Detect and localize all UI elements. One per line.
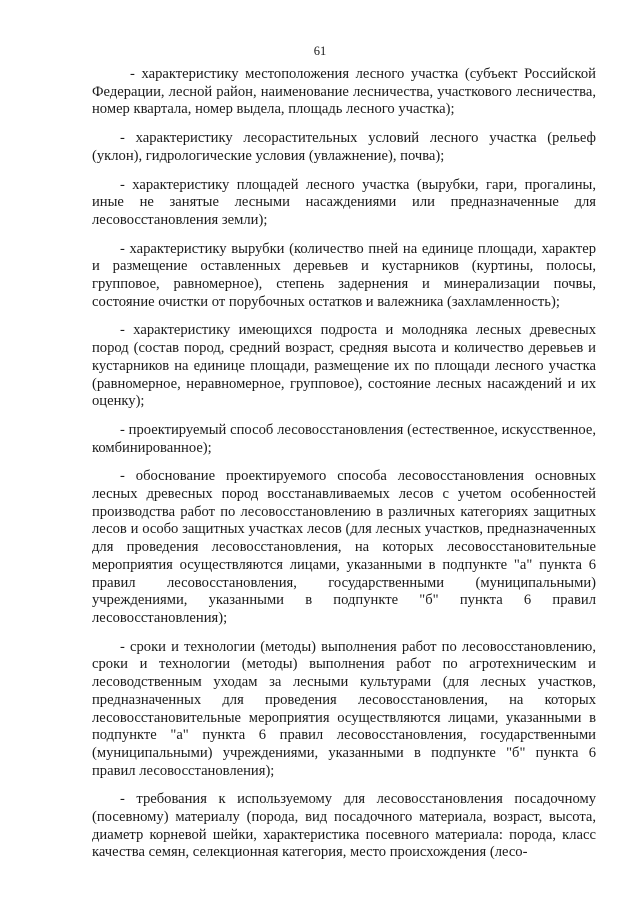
document-body xyxy=(92,66,596,873)
paragraph-terms-technologies: - сроки и технологии (методы) выполнения работ по лесовосстановлению, сроки и технологии (методы) выполнения работ по агротехническим и лесоводственным уходам за лесными культурами (для лесных участков, предназначенных для проведения лесовосстановления, на которых лесовосстановительные мероприятия осуществляются лицами, указанными в подпункте "а" пункта 6 правил лесовосстановления, государственными (муниципальными) учреждениями, указанными в подпункте "б" пункта 6 правил лесовосстановления); xyxy=(92,638,596,779)
paragraph-planting-material: - требования к используемому для лесовосстановления посадочному (посевному) материалу (порода, вид посадочного материала, возраст, высота, диаметр корневой шейки, характеристика посевного материала: порода, класс качества семян, селекционная категория, место происхождения (лесо- xyxy=(92,791,596,861)
page-number: 61 xyxy=(313,44,327,58)
paragraph-undergrowth: - характеристику имеющихся подроста и молодняка лесных древесных пород (состав пород, средний возраст, средняя высота и количество деревьев и кустарников на единице площади, размещение их по площади лесного участка (равномерное, неравномерное, групповое), состояние лесных насаждений и их оценку); xyxy=(92,322,596,410)
paragraph-method: - проектируемый способ лесовосстановления (естественное, искусственное, комбинированное); xyxy=(92,421,596,456)
paragraph-location: - характеристику местоположения лесного участка (субъект Российской Федерации, лесной район, наименование лесничества, участкового лесничества, номер квартала, номер выдела, площадь лесного участка); xyxy=(92,66,596,118)
paragraph-justification: - обоснование проектируемого способа лесовосстановления основных лесных древесных пород восстанавливаемых лесов с учетом особенностей производства работ по лесовосстановлению в различных категориях защитных лесов и особо защитных участках лесов (для лесных участков, предназначенных для проведения лесовосстановления, на которых лесовосстановительные мероприятия осуществляются лицами, указанными в подпункте "а" пункта 6 правил лесовосстановления, государственными (муниципальными) учреждениями, указанными в подпункте "б" пункта 6 правил лесовосстановления); xyxy=(92,468,596,626)
paragraph-areas: - характеристику площадей лесного участка (вырубки, гари, прогалины, иные не занятые лесными насаждениями или предназначенные для лесовосстановления земли); xyxy=(92,176,596,228)
paragraph-growing-conditions: - характеристику лесорастительных условий лесного участка (рельеф (уклон), гидрологические условия (увлажнение), почва); xyxy=(92,130,596,164)
paragraph-clearing: - характеристику вырубки (количество пней на единице площади, характер и размещение оставленных деревьев и кустарников (куртины, полосы, групповое, равномерное), степень задернения и минерализации почвы, состояние очистки от порубочных остатков и валежника (захламленность); xyxy=(92,240,596,310)
